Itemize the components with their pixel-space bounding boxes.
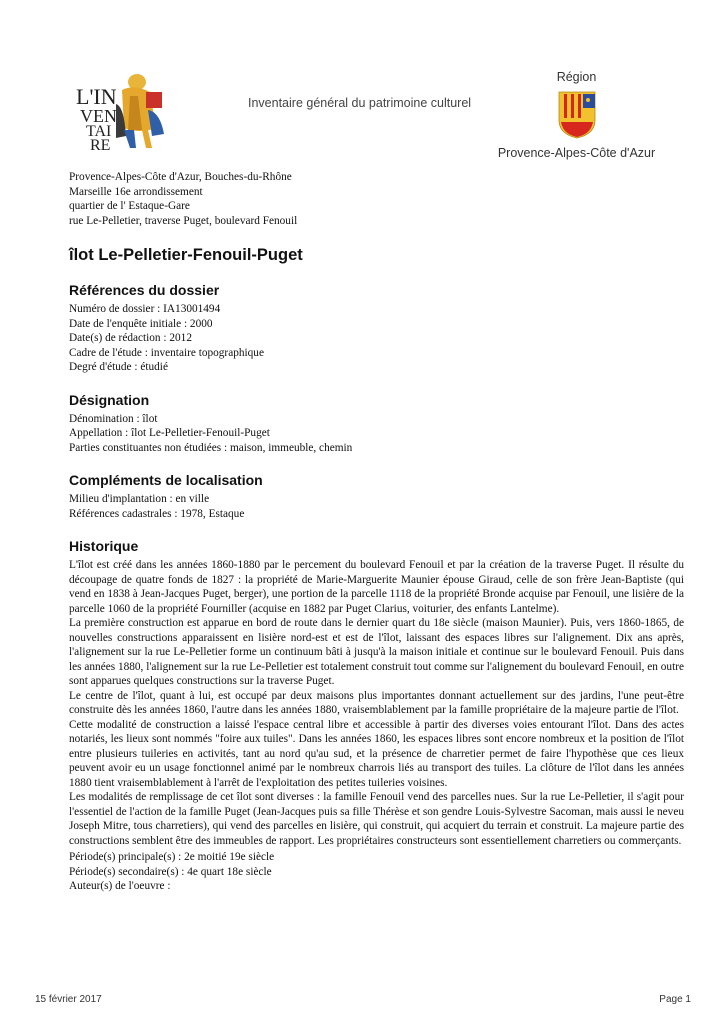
- section-heading: Références du dossier: [69, 282, 220, 298]
- location-line: Marseille 16e arrondissement: [69, 185, 203, 198]
- footer-date: 15 février 2017: [35, 994, 102, 1005]
- field-line: Numéro de dossier : IA13001494: [69, 303, 221, 315]
- footer-page-number: Page 1: [659, 994, 691, 1005]
- field-line: Appellation : îlot Le-Pelletier-Fenouil-Puget: [69, 427, 270, 439]
- field-line: Références cadastrales : 1978, Estaque: [69, 507, 245, 520]
- field-line: Dénomination : îlot: [69, 412, 158, 425]
- history-paragraph: La première construction est apparue en bord de route dans le dernier quart du 18e siècle (maison Maunier). Puis, vers 1860-1865, de nouvelles constructions apparaissent en lisière nord-est et est de l'îlot, laissant des espaces libres sur l'alignement. Dix ans après, l'alignement sur la rue Le-Pelletier forme un continuum bâti à jusqu'à la maison initiale et continue sur le boulevard Fenouil. Puis dans les années 1880, l'alignement sur la rue Le-Pelletier est totalement construit tout comme sur l'alignement du boulevard Fenouil, en outre sont apparues quelques constructions sur la traverse Puget.: [69, 617, 684, 687]
- history-paragraph: Cette modalité de construction a laissé l'espace central libre et accessible à partir des diverses voies entourant l'îlot. Dans des actes notariés, les lieux sont nommés "foire aux tuiles". Dans les années 1860, les espaces libres sont encore nombreux et la position de l'îlot entre plusieurs tuileries en activités, tant au nord qu'au sud, et la présence de charretier permet de faire l'hypothèse que ces lieux peuvent avoir eu un usage fonctionnel animé par le nombreux charrois liés au transport des tuiles. La clôture de l'îlot dans les années 1880 tient vraisemblablement à l'arrêt de l'exploitation des petites tuileries voisines.: [69, 718, 684, 789]
- section-designation: [69, 392, 684, 456]
- section-references: [69, 282, 684, 375]
- svg-text:TAI: TAI: [86, 123, 112, 140]
- location-block: [69, 170, 684, 228]
- history-paragraph: Le centre de l'îlot, quant à lui, est occupé par deux maisons plus importantes donnant actuellement sur des jardins, l'une peut-être construite dès les années 1860, l'autre dans les années 1880, vraisemblablement par la famille propriétaire de la majeure partie de l'îlot.: [69, 689, 684, 716]
- section-heading: Historique: [69, 538, 139, 554]
- region-block: [494, 70, 659, 160]
- region-crest-icon: [557, 90, 597, 140]
- field-line: Parties constituantes non étudiées : maison, immeuble, chemin: [69, 441, 353, 454]
- section-heading: Compléments de localisation: [69, 472, 263, 488]
- location-line: quartier de l' Estaque-Gare: [69, 200, 190, 212]
- location-line: Provence-Alpes-Côte d'Azur, Bouches-du-Rhône: [69, 171, 292, 183]
- field-line: Date(s) de rédaction : 2012: [69, 332, 192, 344]
- logo-figures-icon: [116, 74, 164, 148]
- logo-lettering: L'IN: [76, 84, 117, 109]
- region-name: Provence-Alpes-Côte d'Azur: [497, 146, 656, 160]
- location-line: rue Le-Pelletier, traverse Puget, boulevard Fenouil: [69, 214, 298, 227]
- document-body: [69, 170, 684, 894]
- field-line: Cadre de l'étude : inventaire topographique: [69, 346, 264, 359]
- field-line: Milieu d'implantation : en ville: [69, 493, 210, 505]
- history-paragraph: Les modalités de remplissage de cet îlot sont diverses : la famille Fenouil vend des parcelles nues. Sur la rue Le-Pelletier, il s'agit pour l'essentiel de l'action de la famille Puget (Jean-Jacques puis sa fille Thérèse et son gendre Louis-Sylvestre Sacoman, mais aussi le neveu Joseph Mitre, tous charretiers), qui vend des parcelles en lisière, qui construit, qui acquiert du terrain et construit. La majeure partie des constructions semblent être des immeubles de rapport. Les propriétaires constructeurs sont essentiellement charretiers ou commerçants.: [69, 791, 684, 847]
- section-heading: Désignation: [69, 391, 150, 408]
- section-historique: [69, 538, 684, 894]
- field-line: Date de l'enquête initiale : 2000: [69, 317, 213, 330]
- field-line: Auteur(s) de l'oeuvre :: [69, 880, 171, 892]
- inventaire-logo: [72, 70, 192, 152]
- svg-text:RE: RE: [90, 137, 111, 152]
- header-tagline: Inventaire général du patrimoine culturel: [248, 96, 472, 110]
- history-paragraph: L'îlot est créé dans les années 1860-1880 par le percement du boulevard Fenouil et par la création de la traverse Puget. Il résulte du découpage de quatre fonds de 1827 : la propriété de Marie-Marguerite Maunier épouse Giraud, celle de son frère Jean-Baptiste (qui vend en 1838 à Jean-Jacques Puget, berger), une portion de la parcelle 1118 de la propriété Bronde acquise par Fenouil, une lisière de la parcelle 1060 de la propriété Fourniller (acquise en 1882 par Puget Clarius, voiturier, des enfants Lantelme).: [69, 559, 684, 615]
- svg-text:VEN: VEN: [80, 106, 117, 126]
- region-label: Région: [556, 70, 597, 84]
- field-line: Degré d'étude : étudié: [69, 361, 168, 373]
- document-title: îlot Le-Pelletier-Fenouil-Puget: [69, 246, 303, 264]
- field-line: Période(s) secondaire(s) : 4e quart 18e siècle: [69, 865, 272, 878]
- field-line: Période(s) principale(s) : 2e moitié 19e siècle: [69, 851, 275, 863]
- section-localisation: [69, 472, 684, 521]
